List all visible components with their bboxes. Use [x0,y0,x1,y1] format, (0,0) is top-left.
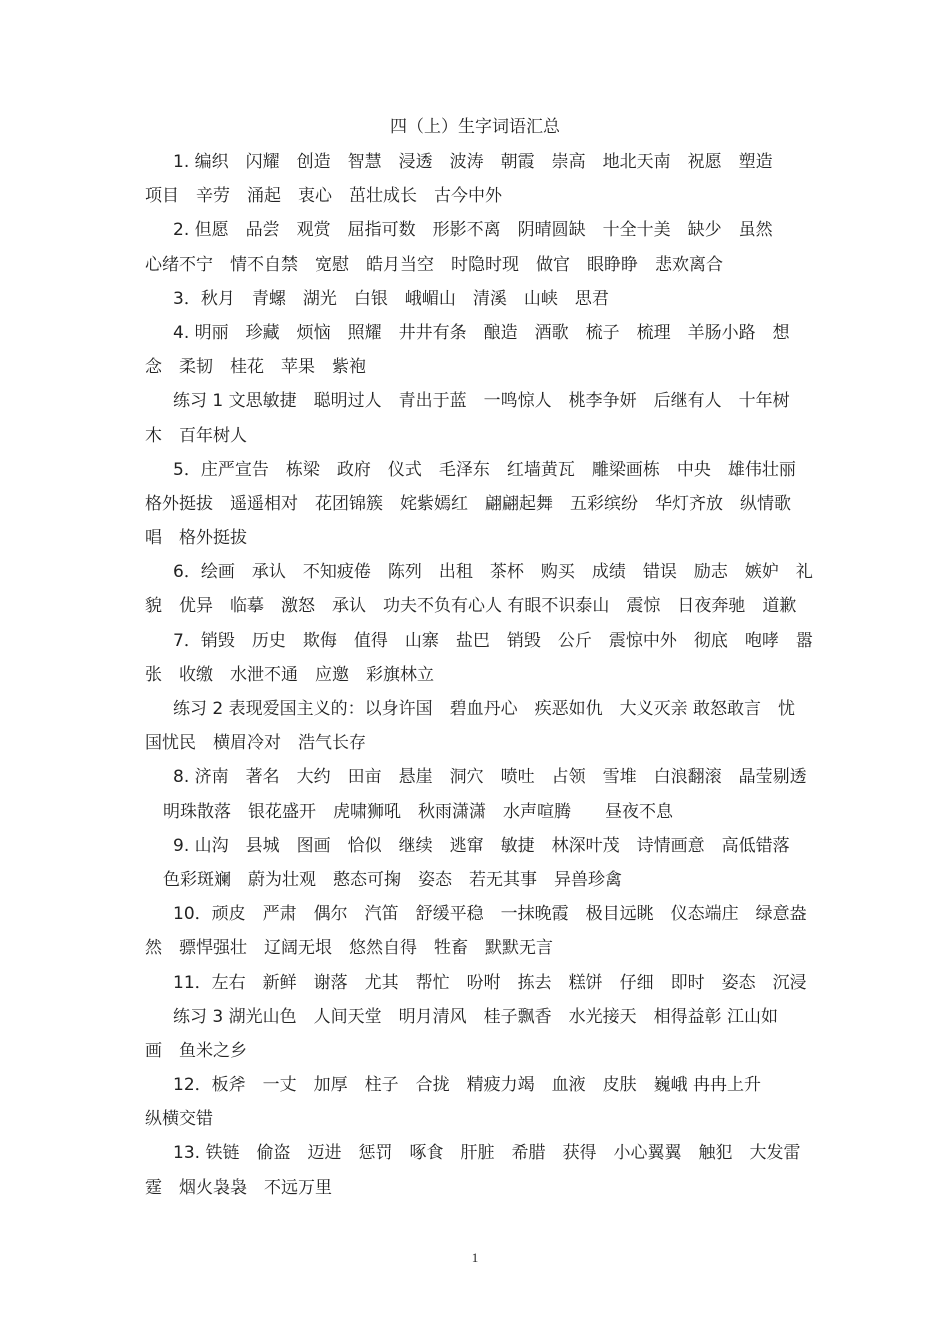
word-line-lesson-6-cont: 貌 优异 临摹 激怒 承认 功夫不负有心人 有眼不识泰山 震惊 日夜奔驰 道歉 [145,596,797,617]
word-line-lesson-10: 10．顽皮 严肃 偶尔 汽笛 舒缓平稳 一抹晚霞 极目远眺 仪态端庄 绿意盎 [173,904,807,925]
page-number: 1 [471,1250,479,1265]
word-line-exercise-3: 练习 3 湖光山色 人间天堂 明月清风 桂子飘香 水光接天 相得益彰 江山如 [173,1006,779,1027]
word-line-lesson-2-cont: 心绪不宁 情不自禁 宽慰 皓月当空 时隐时现 做官 眼睁睁 悲欢离合 [145,254,723,275]
word-line-lesson-4: 4. 明丽 珍藏 烦恼 照耀 井井有条 酿造 酒歌 梳子 梳理 羊肠小路 想 [173,322,790,343]
word-line-lesson-12: 12．板斧 一丈 加厚 柱子 合拢 精疲力竭 血液 皮肤 巍峨 冉冉上升 [173,1075,762,1096]
word-line-lesson-11: 11．左右 新鲜 谢落 尤其 帮忙 吩咐 拣去 糕饼 仔细 即时 姿态 沉浸 [173,972,807,993]
word-line-lesson-6: 6．绘画 承认 不知疲倦 陈列 出租 茶杯 购买 成绩 错误 励志 嫉妒 礼 [173,562,813,583]
word-line-lesson-8: 8. 济南 著名 大约 田亩 悬崖 洞穴 喷吐 占领 雪堆 白浪翻滚 晶莹剔透 [173,767,807,788]
word-line-exercise-1: 练习 1 文思敏捷 聪明过人 青出于蓝 一鸣惊人 桃李争妍 后继有人 十年树 [173,391,790,412]
word-line-lesson-9: 9. 山沟 县城 图画 恰似 继续 逃窜 敏捷 林深叶茂 诗情画意 高低错落 [173,835,790,856]
word-line-lesson-12-cont: 纵横交错 [145,1109,213,1130]
word-line-lesson-5-cont-2: 唱 格外挺拔 [145,528,247,549]
word-line-lesson-1-cont: 项目 辛劳 涌起 衷心 茁壮成长 古今中外 [145,186,502,207]
word-line-lesson-7: 7．销毁 历史 欺侮 值得 山寨 盐巴 销毁 公斤 震惊中外 彻底 咆哮 嚣 [173,630,813,651]
document-title: 四（上）生字词语汇总 [390,117,560,137]
word-line-lesson-7-cont: 张 收缴 水泄不通 应邀 彩旗林立 [145,664,434,685]
word-line-exercise-3-cont: 画 鱼米之乡 [145,1040,247,1061]
word-line-lesson-5-cont: 格外挺拔 遥遥相对 花团锦簇 姹紫嫣红 翩翩起舞 五彩缤纷 华灯齐放 纵情歌 [145,493,791,514]
word-line-lesson-13-cont: 霆 烟火袅袅 不远万里 [145,1177,332,1198]
word-line-lesson-3: 3．秋月 青螺 湖光 白银 峨嵋山 清溪 山峡 思君 [173,288,609,309]
word-line-lesson-4-cont: 念 柔韧 桂花 苹果 紫袍 [145,357,366,378]
word-list [145,145,817,1205]
word-line-lesson-8-cont: 明珠散落 银花盛开 虎啸狮吼 秋雨潇潇 水声喧腾 昼夜不息 [163,801,673,822]
word-line-lesson-2: 2. 但愿 品尝 观赏 屈指可数 形影不离 阴晴圆缺 十全十美 缺少 虽然 [173,220,773,241]
word-line-lesson-10-cont: 然 骠悍强壮 辽阔无垠 悠然自得 牲畜 默默无言 [145,938,553,959]
word-line-exercise-2: 练习 2 表现爱国主义的：以身许国 碧血丹心 疾恶如仇 大义灭亲 敢怒敢言 忧 [173,699,796,719]
word-line-lesson-5: 5．庄严宣告 栋梁 政府 仪式 毛泽东 红墙黄瓦 雕梁画栋 中央 雄伟壮丽 [173,459,796,480]
word-line-exercise-1-cont: 木 百年树人 [145,425,247,446]
word-line-exercise-2-cont: 国忧民 横眉冷对 浩气长存 [145,733,366,754]
word-line-lesson-1: 1. 编织 闪耀 创造 智慧 浸透 波涛 朝霞 崇高 地北天南 祝愿 塑造 [173,152,773,172]
word-line-lesson-9-cont: 色彩斑斓 蔚为壮观 憨态可掬 姿态 若无其事 异兽珍禽 [163,869,622,890]
word-line-lesson-13: 13. 铁链 偷盗 迈进 惩罚 啄食 肝脏 希腊 获得 小心翼翼 触犯 大发雷 [173,1143,801,1164]
